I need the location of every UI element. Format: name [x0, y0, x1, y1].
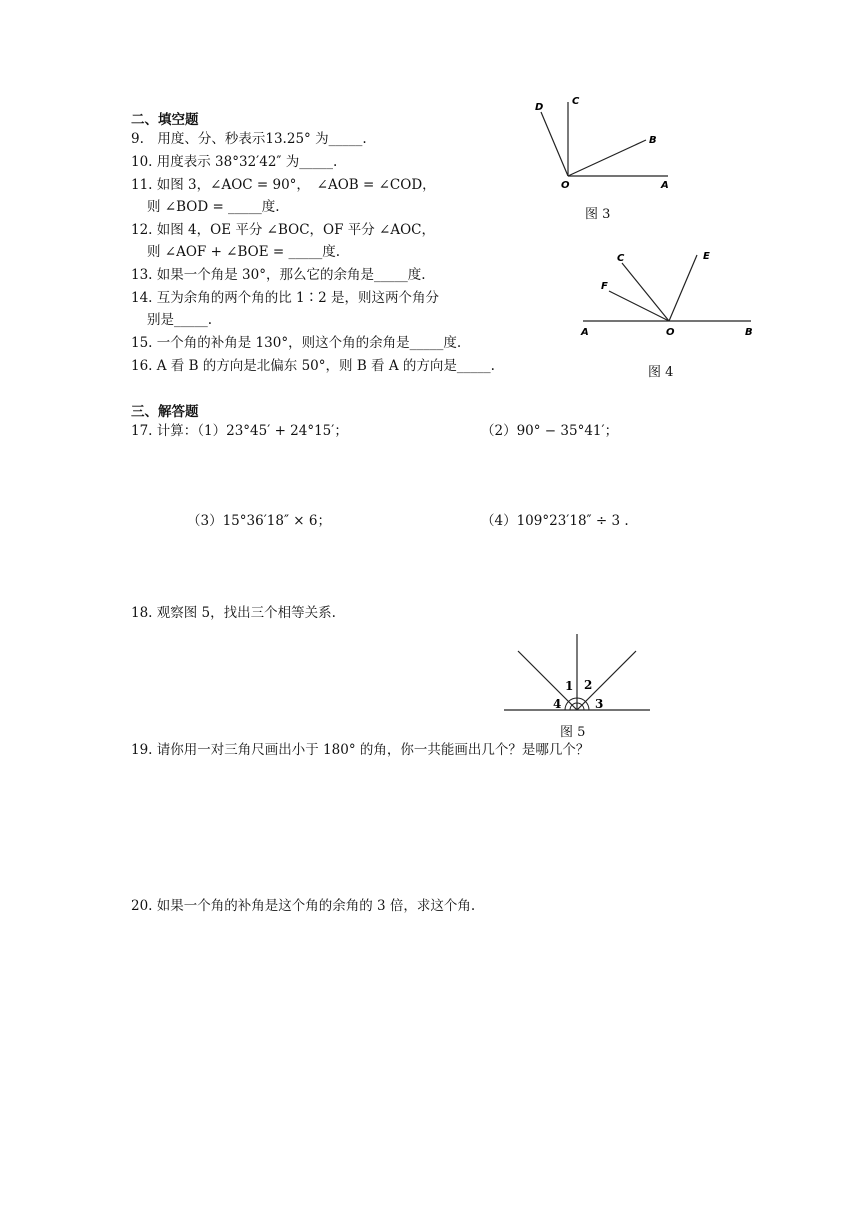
fig3-label-o: O [561, 180, 570, 191]
figure-5-caption: 图 5 [560, 725, 586, 740]
question-20: 20. 如果一个角的补角是这个角的余角的 3 倍，求这个角. [131, 898, 476, 914]
question-16: 16. A 看 B 的方向是北偏东 50°，则 B 看 A 的方向是_____. [131, 358, 495, 374]
fig3-label-d: D [535, 102, 544, 113]
fig3-label-c: C [572, 96, 580, 107]
figure-4-caption: 图 4 [648, 365, 674, 380]
question-19: 19. 请你用一对三角尺画出小于 180° 的角，你一共能画出几个？是哪几个？ [131, 742, 590, 758]
question-14-line2: 别是_____. [147, 312, 213, 328]
fig5-label-3: 3 [595, 697, 604, 711]
question-11-line2: 则 ∠BOD = _____度. [147, 199, 280, 215]
question-17-part-2: （2）90° − 35°41′； [481, 423, 619, 439]
fig4-ray-of [609, 291, 669, 321]
question-12-line1: 12. 如图 4，OE 平分 ∠BOC，OF 平分 ∠AOC， [131, 222, 436, 238]
fig3-label-b: B [649, 135, 657, 146]
fig4-label-b: B [745, 327, 753, 338]
figure-3 [528, 92, 678, 202]
fig3-ray-ob [568, 140, 646, 176]
figure-3-caption: 图 3 [585, 207, 611, 222]
question-11-line1: 11. 如图 3，∠AOC = 90°， ∠AOB = ∠COD， [131, 177, 436, 193]
fig3-ray-od [541, 112, 568, 176]
fig3-label-a: A [661, 180, 669, 191]
fig4-label-c: C [617, 253, 625, 264]
question-12-line2: 则 ∠AOF + ∠BOE = _____度. [147, 244, 341, 260]
figure-4 [575, 245, 765, 345]
fig5-label-1: 1 [565, 679, 574, 693]
fig4-label-a: A [581, 327, 589, 338]
fig4-label-o: O [666, 327, 675, 338]
figure-5 [500, 632, 655, 722]
section-3-heading: 三、解答题 [131, 404, 199, 420]
fig4-ray-oc [622, 263, 669, 321]
fig4-ray-oe [669, 255, 697, 321]
question-17-part-4: （4）109°23′18″ ÷ 3 . [481, 513, 629, 529]
question-9: 9. 用度、分、秒表示13.25° 为_____. [131, 131, 367, 147]
question-17-part-3: （3）15°36′18″ × 6； [187, 513, 331, 529]
question-17-part-1: 17. 计算：（1）23°45′ + 24°15′； [131, 423, 348, 439]
fig5-label-4: 4 [553, 697, 562, 711]
question-14-line1: 14. 互为余角的两个角的比 1∶2 是，则这两个角分 [131, 290, 440, 306]
question-13: 13. 如果一个角是 30°，那么它的余角是_____度. [131, 267, 426, 283]
fig5-label-2: 2 [584, 678, 593, 692]
question-10: 10. 用度表示 38°32′42″ 为_____. [131, 154, 338, 170]
fig4-label-e: E [703, 251, 710, 262]
question-15: 15. 一个角的补角是 130°，则这个角的余角是_____度. [131, 335, 462, 351]
question-18: 18. 观察图 5，找出三个相等关系. [131, 605, 336, 621]
section-2-heading: 二、填空题 [131, 112, 199, 128]
fig4-label-f: F [601, 281, 608, 292]
